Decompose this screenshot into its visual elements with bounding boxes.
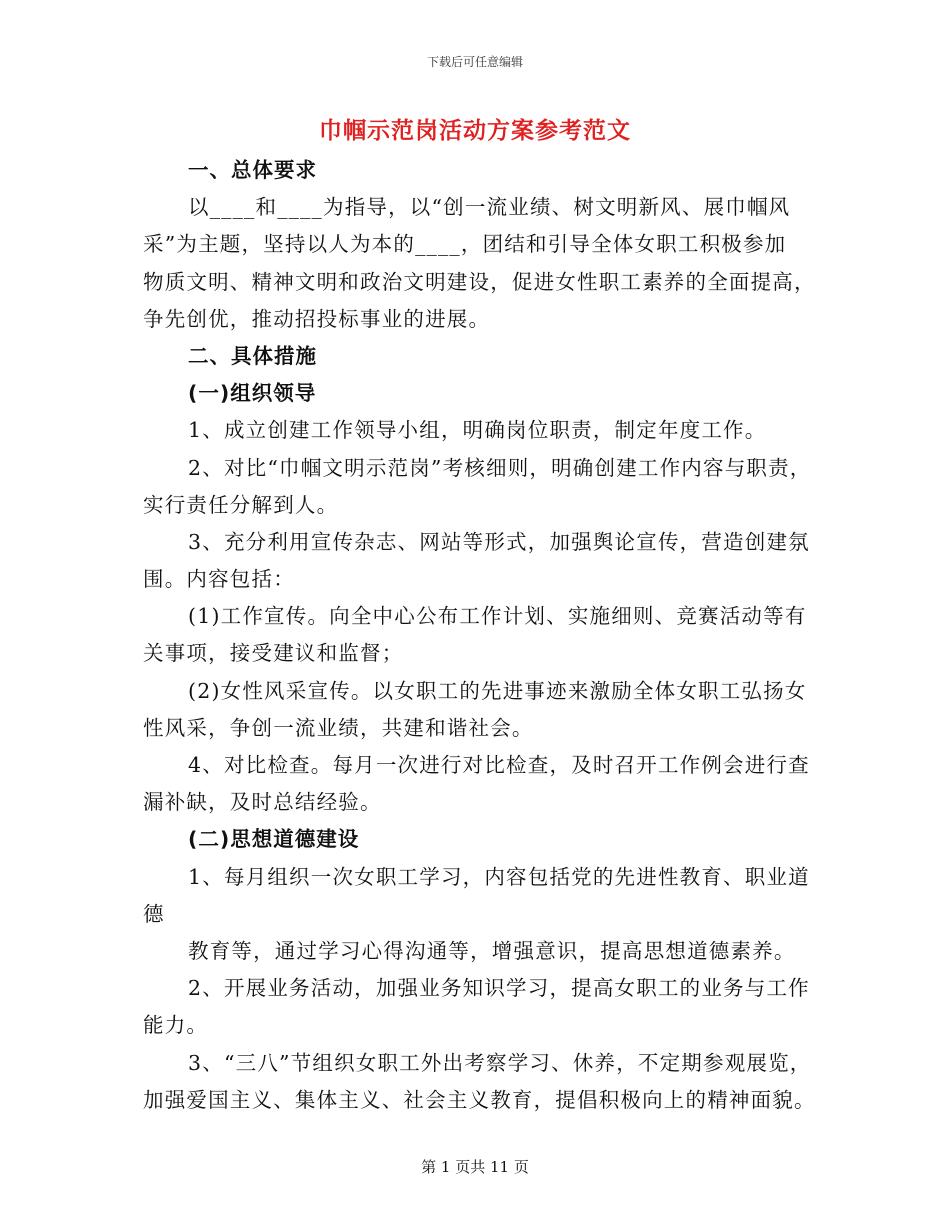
paragraph-line: (2)女性风采宣传。以女职工的先进事迹来激励全体女职工弘扬女: [188, 678, 807, 703]
page-header-note: 下载后可任意编辑: [426, 55, 523, 69]
paragraph-line: 1、每月组织一次女职工学习，内容包括党的先进性教育、职业道: [188, 864, 810, 889]
paragraph-line: 实行责任分解到人。: [143, 492, 339, 517]
paragraph-line: 2、开展业务活动，加强业务知识学习，提高女职工的业务与工作: [188, 976, 810, 1001]
paragraph-line: 加强爱国主义、集体主义、社会主义教育，提倡积极向上的精神面貌。: [143, 1087, 816, 1112]
paragraph-line: 1、成立创建工作领导小组，明确岗位职责，制定年度工作。: [188, 418, 767, 443]
paragraph-line: 漏补缺，及时总结经验。: [143, 790, 382, 815]
paragraph-line: 以____和____为指导，以“创一流业绩、树文明新风、展巾帼风: [188, 195, 791, 220]
subsection-heading: (二)思想道德建设: [188, 827, 360, 852]
paragraph-line: 能力。: [143, 1013, 209, 1038]
document-body: [143, 152, 816, 1119]
paragraph-line: 德: [143, 901, 165, 926]
section-heading: 一、总体要求: [188, 158, 317, 182]
document-title: 巾帼示范岗活动方案参考范文: [319, 118, 631, 144]
paragraph-line: 争先创优，推动招投标事业的进展。: [143, 306, 491, 331]
paragraph-line: 3、“三八”节组织女职工外出考察学习、休养，不定期参观展览，: [188, 1050, 812, 1075]
paragraph-line: 2、对比“巾帼文明示范岗”考核细则，明确创建工作内容与职责，: [188, 455, 812, 480]
paragraph-line: 性风采，争创一流业绩，共建和谐社会。: [143, 715, 534, 740]
paragraph-line: 3、充分利用宣传杂志、网站等形式，加强舆论宣传，营造创建氛: [188, 529, 810, 554]
section-heading: 二、具体措施: [188, 343, 317, 368]
paragraph-line: 教育等，通过学习心得沟通等，增强意识，提高思想道德素养。: [188, 938, 796, 963]
paragraph-line: 关事项，接受建议和监督；: [143, 641, 404, 666]
subsection-heading: (一)组织领导: [188, 381, 317, 406]
paragraph-line: 围。内容包括：: [143, 567, 295, 592]
paragraph-line: 4、对比检查。每月一次进行对比检查，及时召开工作例会进行查: [188, 753, 810, 777]
paragraph-line: 物质文明、精神文明和政治文明建设，促进女性职工素养的全面提高，: [143, 269, 816, 294]
paragraph-line: (1)工作宣传。向全中心公布工作计划、实施细则、竞赛活动等有: [188, 604, 807, 629]
page-footer: 第 1 页共 11 页: [421, 1158, 529, 1176]
paragraph-line: 采”为主题，坚持以人为本的____，团结和引导全体女职工积极参加: [143, 232, 787, 257]
